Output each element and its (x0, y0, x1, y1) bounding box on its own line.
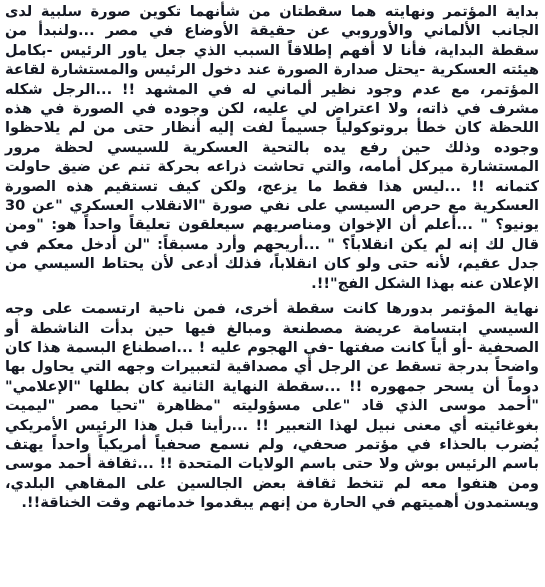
post-paragraph-2: نهاية المؤتمر بدورها كانت سقطة أخرى، فمن ناحية ارتسمت على وجه السيسي ابتسامة عريضة مصطنعة ومبالغ فيها حين بدأت الناشطة أو الصحفية -أو أياً كانت صفتها -في الهجوم عليه ! ...اصطناع البسمة هذا كان واضحاً بدرجة تسقط عن الرجل أي مصداقية لتعبيرات وجهه التي يحاول بها دوماً أن يسحر جمهوره !! ...سقطة النهاية الثانية كان بطلها "الإعلامي" "أحمد موسى الذي قاد "على مسؤوليته "مظاهرة "تحيا مصر "ليميت بغوغائيته أي معنى نبيل لهذا التعبير !! ...رأينا قبل هذا الرئيس الأمريكي يُضرب بالحذاء في مؤتمر صحفي، ولم نسمع صحفياً أمريكياً واحداً يهتف باسم الرئيس بوش ولا حتى باسم الولايات المتحدة !! ...ثقافة أحمد موسى ومن هتفوا معه لم تتخط ثقافة بعض الجالسين على المقاهي البلدي، ويستمدون أهميتهم في الحارة من إنهم يبقدموا خدماتهم وقت الخناقة!!. (5, 300, 539, 512)
post-paragraph-1: بداية المؤتمر ونهايته هما سقطتان من شأنهما تكوين صورة سلبية لدى الجانب الألماني والأوروبي عن حقيقة الأوضاع في مصر ...ولنبدأ من سقطة البداية، فأنا لا أفهم إطلاقاً السبب الذي جعل ياور الرئيس -بكامل هيئته العسكرية -يحتل صدارة الصورة عند دخول الرئيس والمستشارة لقاعة المؤتمر، مع عدم وجود نظير ألماني له في المشهد !! ...الرجل شكله مشرف في ذاته، ولا اعتراض لي عليه، لكن وجوده في الصورة في هذه اللحظة كان خطأ بروتوكولياً جسيماً لفت إليه أنظار حتى من لم يلاحظوا وجوده وذلك حين رفع يده بالتحية العسكرية للسيسي لحظة مرور المستشارة ميركل أمامه، والتي تحاشت ذراعه بحركة تنم عن ضيق حاولت كتمانه !! ...ليس هذا فقط ما يزعج، ولكن كيف تستقيم هذه الصورة العسكرية مع حرص السيسي على نفي صورة "الانقلاب العسكري "عن 30 يونيو؟ " ...أعلم أن الإخوان ومناصريهم سيعلقون تعليقاً واحداً هو: "ومن قال لك إنه لم يكن انقلاباً؟ " ...أريحهم وأرد مسبقاً: "لن أدخل معكم في جدل عقيم، لأنه حتى ولو كان انقلاباً، فذلك أدعى لأن يحتاط السيسي من الإعلان عنه بهذا الشكل الفج"!!. (5, 3, 539, 292)
post-body (5, 2, 539, 513)
